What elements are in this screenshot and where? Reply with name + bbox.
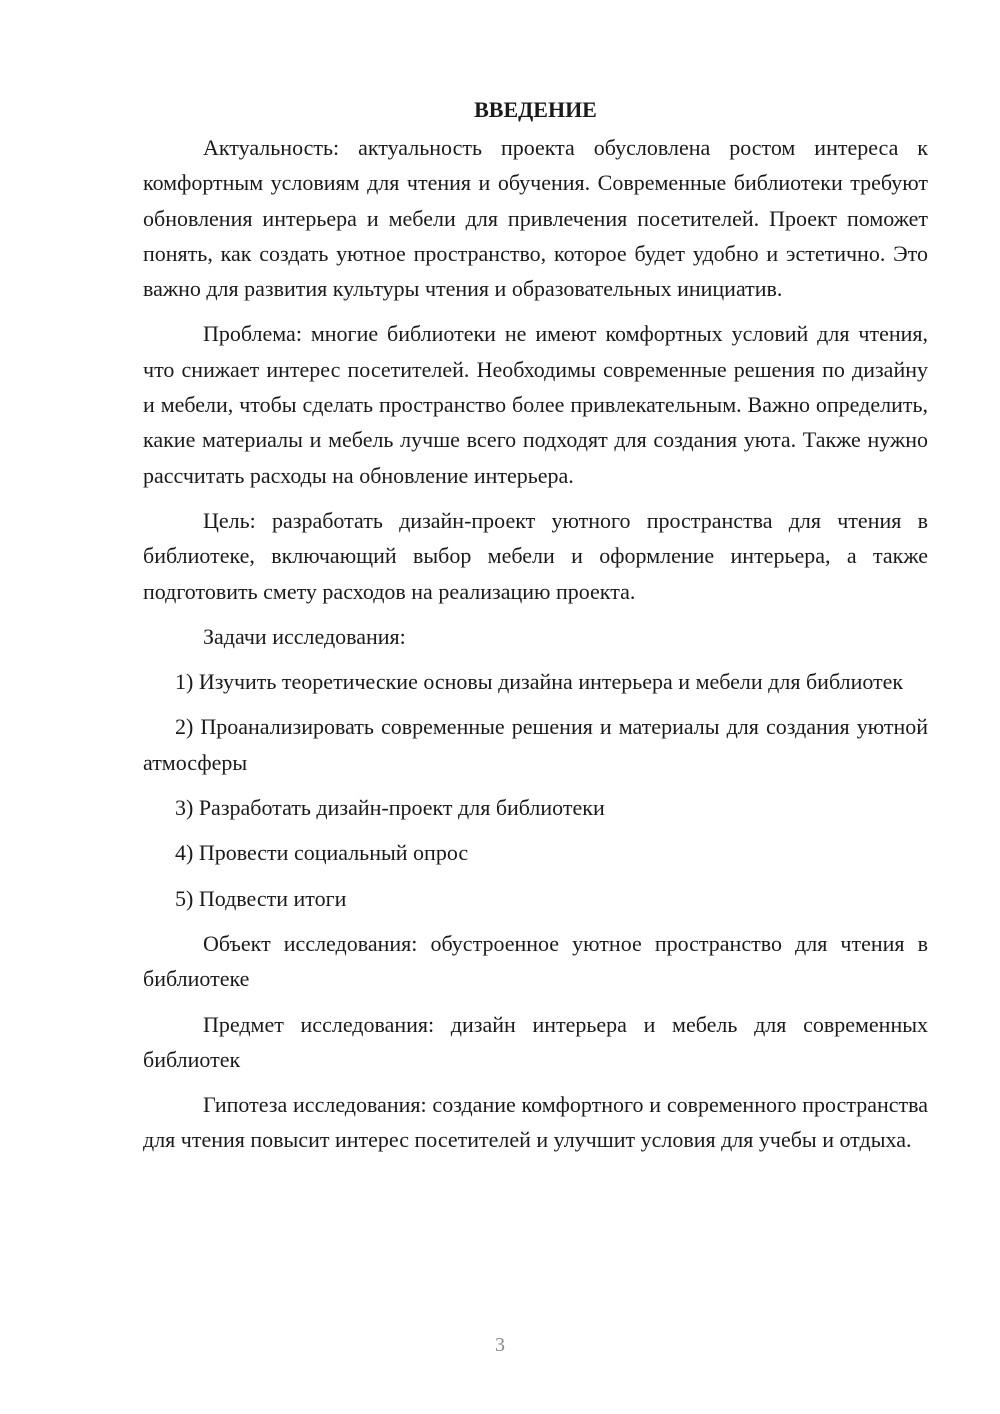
paragraph-problem: Проблема: многие библиотеки не имеют комфортных условий для чтения, что снижает интерес посетителей. Необходимы современные решения по дизайну и мебели, чтобы сделать пространство более привлекательным. Важно определить, какие материалы и мебель лучше всего подходят для создания уюта. Также нужно рассчитать расходы на обновление интерьера. <box>143 321 928 488</box>
task-item-4: 4) Провести социальный опрос <box>175 840 469 866</box>
task-item-1: 1) Изучить теоретические основы дизайна интерьера и мебели для библиотек <box>175 669 904 695</box>
paragraph-hypothesis: Гипотеза исследования: создание комфортного и современного пространства для чтения повысит интерес посетителей и улучшит условия для учебы и отдыха. <box>143 1092 928 1153</box>
page-number: 3 <box>495 1334 505 1356</box>
paragraph-goal: Цель: разработать дизайн-проект уютного пространства для чтения в библиотеке, включающий выбор мебели и оформление интерьера, а также подготовить смету расходов на реализацию проекта. <box>143 507 928 604</box>
paragraph-tasks-heading: Задачи исследования: <box>203 623 406 649</box>
paragraph-subject: Предмет исследования: дизайн интерьера и мебель для современных библиотек <box>143 1011 928 1072</box>
task-item-2: 2) Проанализировать современные решения и материалы для создания уютной атмосферы <box>143 714 928 775</box>
document-page <box>143 92 928 1168</box>
paragraph-relevance: Актуальность: актуальность проекта обусловлена ростом интереса к комфортным условиям для чтения и обучения. Современные библиотеки требуют обновления интерьера и мебели для привлечения посетителей. Проект поможет понять, как создать уютное пространство, которое будет удобно и эстетично. Это важно для развития культуры чтения и образовательных инициатив. <box>143 135 928 302</box>
task-item-3: 3) Разработать дизайн-проект для библиотеки <box>175 795 605 821</box>
document-title: ВВЕДЕНИЕ <box>474 97 597 122</box>
paragraph-object: Объект исследования: обустроенное уютное пространство для чтения в библиотеке <box>143 930 928 992</box>
task-item-5: 5) Подвести итоги <box>175 885 347 911</box>
